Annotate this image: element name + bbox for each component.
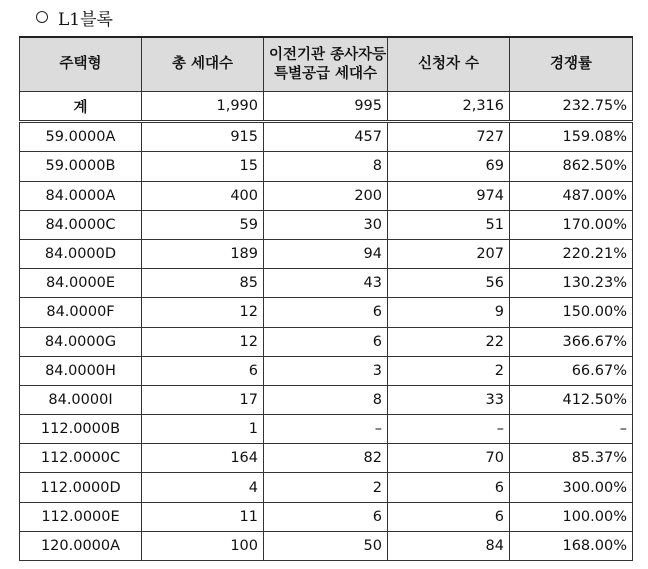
competition-rate-table xyxy=(19,36,633,561)
total-row xyxy=(20,92,633,122)
total-special-units: 995 xyxy=(264,92,388,122)
housing-type-cell: 59.0000B xyxy=(20,152,142,181)
applicants-cell: – xyxy=(388,415,510,444)
table-row xyxy=(20,444,633,473)
competition-rate-cell: 168.00% xyxy=(510,531,633,560)
total-competition-rate: 232.75% xyxy=(510,92,633,122)
competition-rate-cell: 366.67% xyxy=(510,327,633,356)
applicants-cell: 22 xyxy=(388,327,510,356)
applicants-cell: 33 xyxy=(388,385,510,414)
table-row xyxy=(20,385,633,414)
housing-type-cell: 84.0000G xyxy=(20,327,142,356)
circle-bullet-icon xyxy=(36,11,48,23)
competition-rate-cell: 159.08% xyxy=(510,122,633,152)
special-units-cell: 3 xyxy=(264,356,388,385)
competition-rate-cell: 220.21% xyxy=(510,239,633,268)
housing-type-cell: 84.0000F xyxy=(20,298,142,327)
applicants-cell: 70 xyxy=(388,444,510,473)
header-special-supply-line1: 이전기관 종사자등 xyxy=(269,46,387,63)
housing-type-cell: 112.0000D xyxy=(20,473,142,502)
special-units-cell: 6 xyxy=(264,502,388,531)
table-row xyxy=(20,239,633,268)
competition-rate-cell: 66.67% xyxy=(510,356,633,385)
total-label: 계 xyxy=(20,92,142,122)
special-units-cell: 6 xyxy=(264,327,388,356)
housing-type-cell: 120.0000A xyxy=(20,531,142,560)
competition-rate-cell: 487.00% xyxy=(510,181,633,210)
competition-rate-cell: – xyxy=(510,415,633,444)
total-units-cell: 6 xyxy=(142,356,264,385)
total-units-cell: 59 xyxy=(142,210,264,239)
header-row xyxy=(20,37,633,92)
competition-rate-cell: 300.00% xyxy=(510,473,633,502)
applicants-cell: 9 xyxy=(388,298,510,327)
housing-type-cell: 84.0000H xyxy=(20,356,142,385)
housing-type-cell: 59.0000A xyxy=(20,122,142,152)
applicants-cell: 727 xyxy=(388,122,510,152)
special-units-cell: 8 xyxy=(264,385,388,414)
total-units-cell: 17 xyxy=(142,385,264,414)
housing-type-cell: 112.0000E xyxy=(20,502,142,531)
total-units-cell: 12 xyxy=(142,298,264,327)
applicants-cell: 207 xyxy=(388,239,510,268)
header-special-supply-units xyxy=(264,37,388,92)
housing-type-cell: 84.0000A xyxy=(20,181,142,210)
total-units-cell: 11 xyxy=(142,502,264,531)
competition-rate-cell: 85.37% xyxy=(510,444,633,473)
special-units-cell: 6 xyxy=(264,298,388,327)
table-row xyxy=(20,327,633,356)
total-units-cell: 1 xyxy=(142,415,264,444)
special-units-cell: 2 xyxy=(264,473,388,502)
table-row xyxy=(20,415,633,444)
applicants-cell: 69 xyxy=(388,152,510,181)
housing-type-cell: 84.0000C xyxy=(20,210,142,239)
housing-type-cell: 112.0000B xyxy=(20,415,142,444)
special-units-cell: 43 xyxy=(264,269,388,298)
competition-rate-cell: 170.00% xyxy=(510,210,633,239)
table-row xyxy=(20,210,633,239)
special-units-cell: 8 xyxy=(264,152,388,181)
special-units-cell: 50 xyxy=(264,531,388,560)
special-units-cell: 30 xyxy=(264,210,388,239)
applicants-cell: 6 xyxy=(388,502,510,531)
applicants-cell: 56 xyxy=(388,269,510,298)
applicants-cell: 6 xyxy=(388,473,510,502)
table-row xyxy=(20,152,633,181)
table-row xyxy=(20,181,633,210)
heading-text: L1블록 xyxy=(58,9,113,30)
competition-rate-cell: 130.23% xyxy=(510,269,633,298)
applicants-cell: 51 xyxy=(388,210,510,239)
table-row xyxy=(20,269,633,298)
total-units-cell: 4 xyxy=(142,473,264,502)
competition-rate-cell: 862.50% xyxy=(510,152,633,181)
header-housing-type: 주택형 xyxy=(20,37,142,92)
section-heading xyxy=(36,5,113,29)
competition-rate-cell: 100.00% xyxy=(510,502,633,531)
total-units: 1,990 xyxy=(142,92,264,122)
total-units-cell: 915 xyxy=(142,122,264,152)
total-units-cell: 12 xyxy=(142,327,264,356)
competition-rate-cell: 150.00% xyxy=(510,298,633,327)
housing-type-cell: 112.0000C xyxy=(20,444,142,473)
header-special-supply-line2: 특별공급 세대수 xyxy=(273,65,378,82)
special-units-cell: 457 xyxy=(264,122,388,152)
total-units-cell: 189 xyxy=(142,239,264,268)
housing-type-cell: 84.0000E xyxy=(20,269,142,298)
housing-type-cell: 84.0000D xyxy=(20,239,142,268)
header-total-units: 총 세대수 xyxy=(142,37,264,92)
special-units-cell: 94 xyxy=(264,239,388,268)
table-row xyxy=(20,356,633,385)
housing-type-cell: 84.0000I xyxy=(20,385,142,414)
table-row xyxy=(20,298,633,327)
applicants-cell: 84 xyxy=(388,531,510,560)
header-competition-rate: 경쟁률 xyxy=(510,37,633,92)
special-units-cell: – xyxy=(264,415,388,444)
total-applicants: 2,316 xyxy=(388,92,510,122)
competition-rate-cell: 412.50% xyxy=(510,385,633,414)
header-applicants: 신청자 수 xyxy=(388,37,510,92)
special-units-cell: 82 xyxy=(264,444,388,473)
total-units-cell: 164 xyxy=(142,444,264,473)
total-units-cell: 85 xyxy=(142,269,264,298)
special-units-cell: 200 xyxy=(264,181,388,210)
table-row xyxy=(20,122,633,152)
applicants-cell: 2 xyxy=(388,356,510,385)
table-row xyxy=(20,531,633,560)
applicants-cell: 974 xyxy=(388,181,510,210)
total-units-cell: 400 xyxy=(142,181,264,210)
table-row xyxy=(20,473,633,502)
total-units-cell: 15 xyxy=(142,152,264,181)
table-row xyxy=(20,502,633,531)
total-units-cell: 100 xyxy=(142,531,264,560)
